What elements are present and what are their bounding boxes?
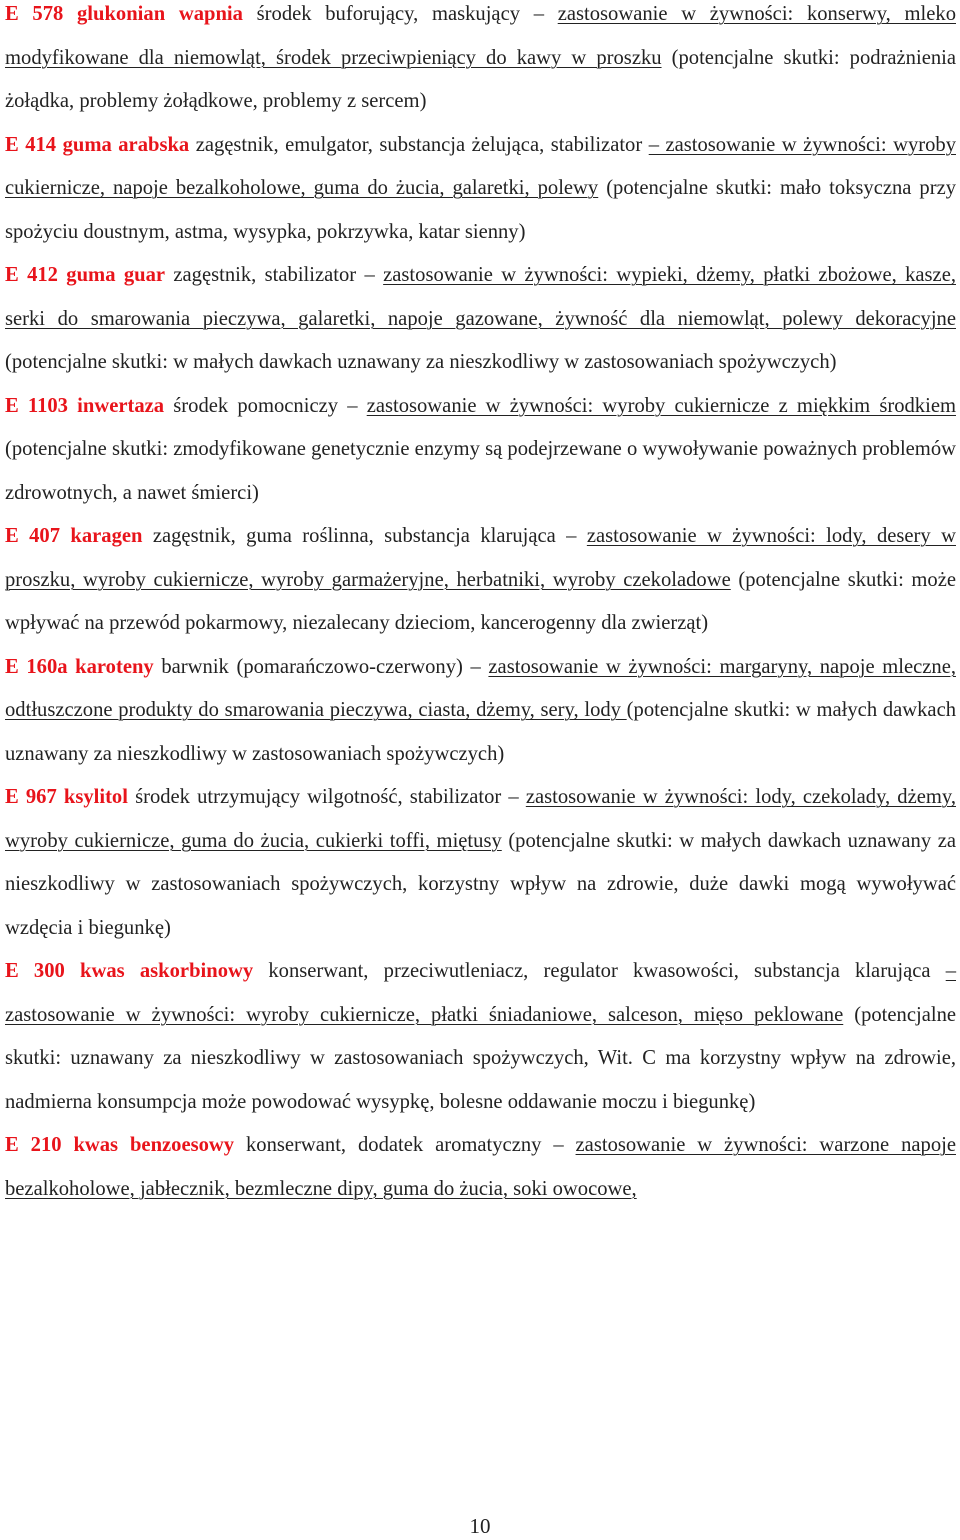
additive-description: zagęstnik, stabilizator – [165,264,384,286]
additive-usage: zastosowanie w żywności: margaryny, napoje mleczne, odtłuszczone produkty do smarowania pieczywa, ciasta, dżemy, sery, lody [5,655,956,721]
additive-effects: (potencjalne skutki: w małych dawkach uznawany za nieszkodliwy w zastosowaniach spożywczych) [5,699,957,765]
additive-description: barwnik (pomarańczowo-czerwony) – [153,655,489,678]
additive-code: E 412 guma guar [5,264,166,286]
additive-code: E 967 ksylitol [5,786,128,808]
additive-code: E 414 guma arabska [5,133,190,156]
additive-usage: zastosowanie w żywności: lody, czekolady, dżemy, wyroby cukiernicze, guma do żucia, cukierki toffi, miętusy [5,786,956,852]
additive-usage: – zastosowanie w żywności: wyroby cukiernicze, płatki śniadaniowe, salceson, mięso peklowane [5,960,956,1026]
additive-description: konserwant, przeciwutleniacz, regulator kwasowości, substancja klarująca [253,960,946,982]
additive-entry-e160a [5,646,956,777]
additive-entry-e300 [5,950,956,1124]
additive-effects: (potencjalne skutki: w małych dawkach uznawany za nieszkodliwy w zastosowaniach spożywczych) [5,351,837,373]
additive-code: E 300 kwas askorbinowy [5,960,254,982]
additive-entry-e414 [5,124,956,255]
additive-usage: zastosowanie w żywności: lody, desery w proszku, wyroby cukiernicze, wyroby garmażeryjne, herbatniki, wyroby czekoladowe [5,525,956,591]
additive-entry-e967 [5,776,956,950]
additive-entry-e407 [5,515,956,646]
additive-entry-e1103 [5,385,956,516]
additive-code: E 407 karagen [5,525,143,547]
additive-description: środek buforujący, maskujący – [242,3,558,25]
additive-effects: (potencjalne skutki: może wpływać na przewód pokarmowy, niezalecany dzieciom, kancerogenny dla zwierząt) [5,568,956,634]
additive-effects: (potencjalne skutki: w małych dawkach uznawany za nieszkodliwy w zastosowaniach spożywczych, korzystny wpływ na zdrowie, duże dawki mogą wywoływać wzdęcia i biegunkę) [5,829,956,939]
additive-effects: (potencjalne skutki: mało toksyczna przy spożyciu doustnym, astma, wysypka, pokrzywka, katar sienny) [5,177,957,243]
additive-code: E 1103 inwertaza [5,394,165,417]
page-number: 10 [469,1514,491,1538]
additive-entry-e412 [5,254,956,385]
additive-effects: (potencjalne skutki: uznawany za nieszkodliwy w zastosowaniach spożywczych, Wit. C ma korzystny wpływ na zdrowie, nadmierna konsumpcja może powodować wysypkę, bolesne oddawanie moczu i biegunkę) [5,1003,957,1113]
additive-entry-e210 [5,1124,956,1211]
additive-usage: zastosowanie w żywności: warzone napoje bezalkoholowe, jabłecznik, bezmleczne dipy, guma do żucia, soki owocowe, [5,1134,956,1200]
additive-description: konserwant, dodatek aromatyczny – [234,1134,576,1156]
additive-entry-e578 [5,0,956,124]
additive-usage: zastosowanie w żywności: konserwy, mleko modyfikowane dla niemowląt, środek przeciwpieniący do kawy w proszku [5,3,956,69]
document-body [5,0,956,1211]
additive-usage: zastosowanie w żywności: wyroby cukiernicze z miękkim środkiem [366,394,956,417]
additive-effects: (potencjalne skutki: zmodyfikowane genetycznie enzymy są podejrzewane o wywoływanie poważnych problemów zdrowotnych, a nawet śmierci) [5,438,956,504]
additive-usage: – zastosowanie w żywności: wyroby cukiernicze, napoje bezalkoholowe, guma do żucia, galaretki, polewy [5,133,956,199]
additive-description: środek pomocniczy – [164,394,367,417]
additive-code: E 578 glukonian wapnia [5,3,243,25]
additive-code: E 210 kwas benzoesowy [5,1134,235,1156]
additive-effects: (potencjalne skutki: podrażnienia żołądka, problemy żołądkowe, problemy z sercem) [5,46,956,112]
additive-description: zagęstnik, emulgator, substancja żelująca, stabilizator [189,133,649,156]
additive-description: zagęstnik, guma roślinna, substancja klarująca – [142,525,587,547]
additive-description: środek utrzymujący wilgotność, stabilizator – [127,786,526,808]
additive-usage: zastosowanie w żywności: wypieki, dżemy, płatki zbożowe, kasze, serki do smarowania pieczywa, galaretki, napoje gazowane, żywność dla niemowląt, polewy dekoracyjne [5,264,956,330]
additive-code: E 160a karoteny [5,655,154,678]
